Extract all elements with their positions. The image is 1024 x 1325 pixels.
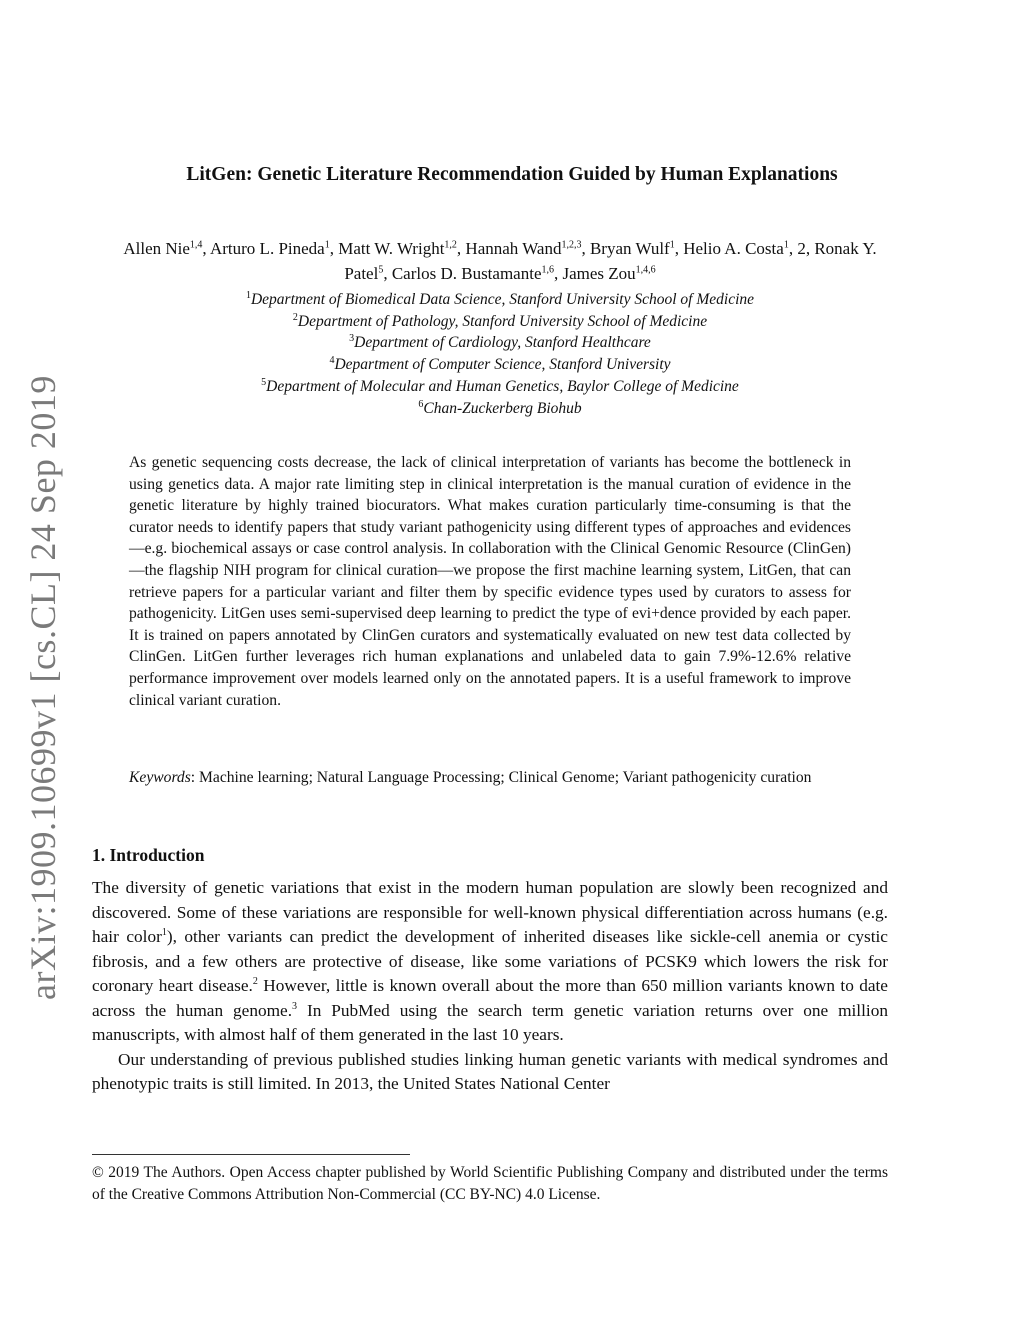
author-affiliation-mark: 1,4,6 — [635, 264, 656, 276]
paragraph-text: However, little is known overall about the more than 650 million variants known to date across the human genome. — [92, 976, 888, 1020]
author-name: Arturo L. Pineda — [209, 239, 325, 258]
paragraph-text: In PubMed using the search term genetic variation returns over one million manuscripts, with almost half of them generated in the last 10 years. — [92, 1000, 888, 1044]
affiliation — [100, 289, 900, 311]
affiliation-number: 3 — [349, 333, 355, 345]
keywords — [129, 767, 851, 789]
affiliation — [100, 354, 900, 376]
affiliation — [100, 311, 900, 333]
author-affiliation-mark: 1 — [669, 239, 675, 251]
copyright-footnote: © 2019 The Authors. Open Access chapter published by World Scientific Publishing Company and distributed under the terms of the Creative Commons Attribution Non-Commercial (CC BY-NC) 4.0 License. — [92, 1164, 888, 1203]
author-affiliation-mark: 1 — [324, 239, 330, 251]
author-affiliation-mark: 1,4 — [189, 239, 203, 251]
author-name: Allen Nie — [123, 239, 190, 258]
paragraph: Our understanding of previous published studies linking human genetic variants with medical syndromes and phenotypic traits is still limited. In 2013, the United States National Center — [92, 1049, 888, 1093]
author-affiliation-extra: , 2 — [788, 239, 806, 258]
abstract: As genetic sequencing costs decrease, the lack of clinical interpretation of variants has become the bottleneck in using genetics data. A major rate limiting step in clinical interpretation is the manual curation of evidence in the genetic literature by highly trained biocurators. What makes curation particularly time-consuming is that the curator needs to identify papers that study variant pathogenicity using different types of approaches and evidences—e.g. biochemical assays or case control analysis. In collaboration with the Clinical Genomic Resource (ClinGen)—the flagship NIH program for clinical curation—we propose the first machine learning system, LitGen, that can retrieve papers for a particular variant and filter them by specific evidence types used by curators to assess for pathogenicity. LitGen uses semi-supervised deep learning to predict the type of evi+dence provided by each paper. It is trained on papers annotated by ClinGen curators and systematically evaluated on new test data collected by ClinGen. LitGen further leverages rich human explanations and unlabeled data to gain 7.9%-12.6% relative performance improvement over models learned only on the annotated papers. It is a useful framework to improve clinical variant curation. — [129, 454, 851, 709]
introduction-body — [92, 876, 888, 1097]
author-list: Allen Nie$^{1,4}$, Arturo L. Pineda$^1$, Matt W. Wright$^{1,2}$, Hannah Wand$^{1,2,3}$, Bryan Wulf$^1$, Helio A. Costa$^1$, 2, Ronak Y. Patel$^5$, Carlos D. Bustamante$^{1,6}$, James Zou$^{1,4,6}$ — [123, 239, 877, 283]
section-heading-introduction: 1. Introduction — [92, 845, 205, 865]
author-affiliation-mark: 1,6 — [541, 264, 554, 276]
author-name: Hannah Wand — [465, 239, 562, 258]
arxiv-identifier: arXiv:1909.10699v1 [cs.CL] 24 Sep 2019 — [23, 375, 63, 1000]
affiliation-number: 1 — [245, 289, 251, 301]
affiliation-text: Department of Molecular and Human Genetics, Baylor College of Medicine — [266, 377, 739, 395]
affiliation-text: Department of Pathology, Stanford University School of Medicine — [297, 312, 708, 330]
paragraph-text: The diversity of genetic variations that exist in the modern human population are slowly been recognized and discovered. Some of these variations are responsible for well-known physical differentiation across humans (e.g. hair color — [92, 878, 888, 946]
footnote-reference: 2 — [252, 976, 258, 988]
affiliation-text: Department of Computer Science, Stanford University — [334, 356, 671, 374]
affiliation — [100, 398, 900, 420]
affiliation-text: Department of Biomedical Data Science, Stanford University School of Medicine — [250, 291, 755, 308]
footnote-divider — [92, 1154, 410, 1155]
affiliation-list — [100, 289, 900, 419]
footnote-reference: 3 — [292, 1000, 298, 1012]
author-name: Helio A. Costa — [683, 239, 784, 258]
affiliation-number: 4 — [329, 354, 335, 366]
affiliation-text: Department of Cardiology, Stanford Healthcare — [354, 334, 651, 352]
affiliation-number: 5 — [261, 376, 267, 388]
author-name: James Zou — [562, 264, 636, 283]
affiliation-number: 2 — [292, 311, 298, 323]
keywords-label: Keywords — [129, 769, 191, 786]
affiliation-text: Chan-Zuckerberg Biohub — [423, 399, 582, 417]
affiliation — [100, 376, 900, 398]
keywords-text: : Machine learning; Natural Language Processing; Clinical Genome; Variant pathogenicity curation — [190, 769, 812, 786]
author-name: Ronak Y. Patel — [344, 239, 877, 283]
affiliation-number: 6 — [418, 398, 424, 410]
paper-title: LitGen: Genetic Literature Recommendation Guided by Human Explanations — [186, 164, 838, 185]
footnote-reference: 1 — [161, 927, 167, 939]
author-name: Bryan Wulf — [589, 239, 670, 258]
author-affiliation-mark: 1,2 — [444, 239, 457, 251]
author-affiliation-mark: 1 — [783, 239, 789, 251]
paragraph-text: ), other variants can predict the development of inherited diseases like sickle-cell anemia or cystic fibrosis, and a few others are protective of disease, like some variations of PCSK9 which lowers the risk for coronary heart disease. — [92, 927, 888, 995]
author-affiliation-mark: 5 — [378, 264, 384, 276]
author-name: Matt W. Wright — [338, 239, 445, 258]
affiliation — [100, 332, 900, 354]
paragraph — [92, 876, 888, 1048]
author-affiliation-mark: 1,2,3 — [561, 239, 582, 251]
author-name: Carlos D. Bustamante — [391, 264, 542, 283]
